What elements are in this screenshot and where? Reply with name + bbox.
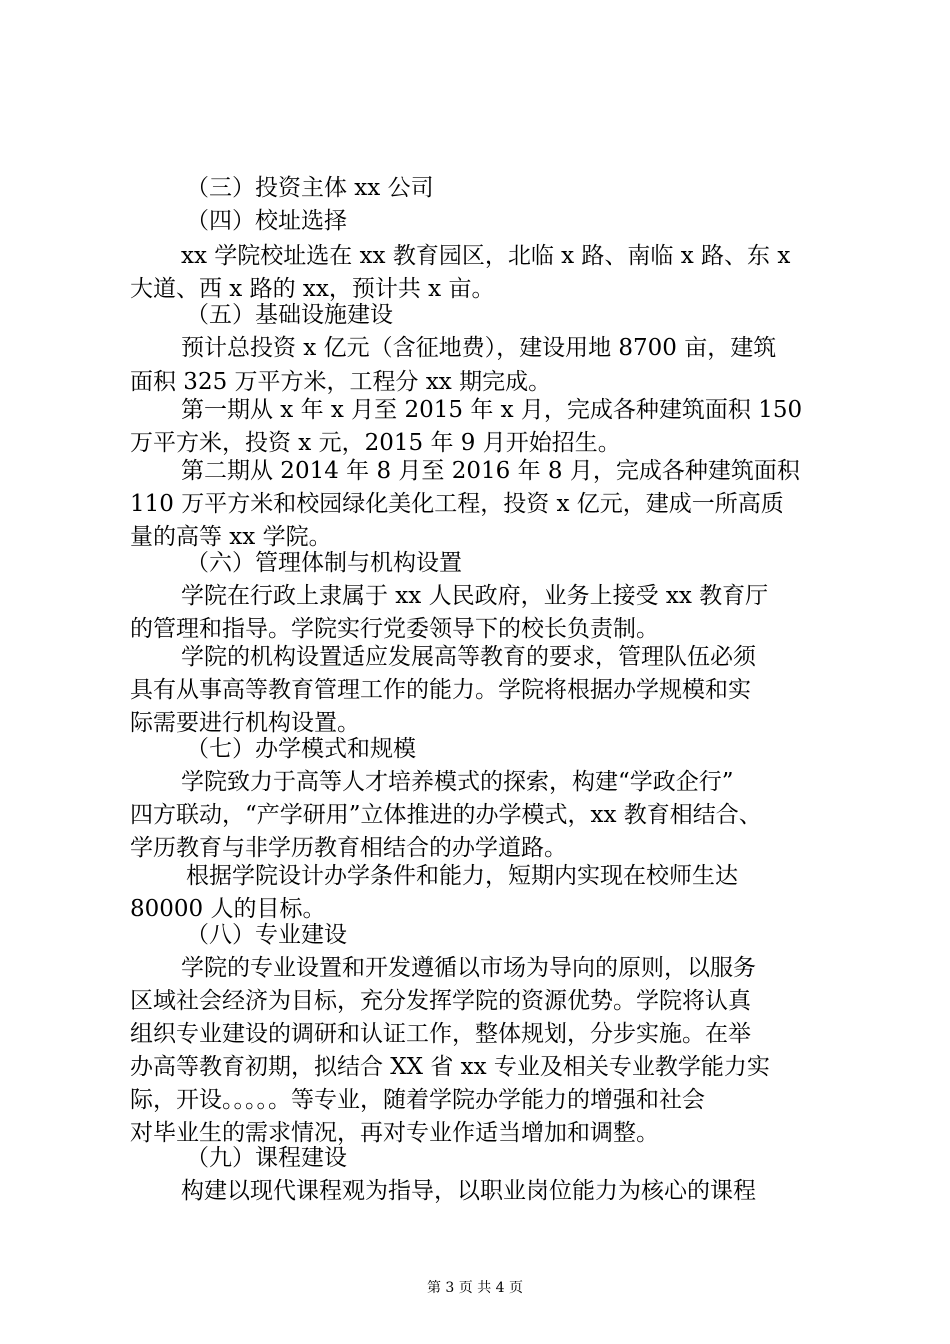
paragraph-line: 具有从事高等教育管理工作的能力。学院将根据办学规模和实: [130, 677, 751, 703]
paragraph-line: 学院致力于高等人才培养模式的探索，构建“学政企行”: [181, 769, 734, 795]
paragraph-line: 预计总投资 x 亿元（含征地费），建设用地 8700 亩，建筑: [181, 335, 777, 361]
paragraph-line: 第一期从 x 年 x 月至 2015 年 x 月，完成各种建筑面积 150: [181, 397, 803, 423]
heading-major-construction: （八）专业建设: [186, 922, 347, 948]
heading-management: （六）管理体制与机构设置: [186, 550, 462, 576]
paragraph-line: 办高等教育初期，拟结合 XX 省 xx 专业及相关专业教学能力实: [130, 1054, 770, 1080]
paragraph-line: 110 万平方米和校园绿化美化工程，投资 x 亿元，建成一所高质: [130, 491, 784, 517]
paragraph-line: 学历教育与非学历教育相结合的办学道路。: [130, 835, 567, 861]
heading-investor: （三）投资主体 xx 公司: [186, 175, 434, 201]
paragraph-line: 学院的机构设置适应发展高等教育的要求，管理队伍必须: [181, 644, 756, 670]
paragraph-line: 根据学院设计办学条件和能力，短期内实现在校师生达: [186, 863, 738, 889]
paragraph-line: 构建以现代课程观为指导，以职业岗位能力为核心的课程: [181, 1178, 756, 1204]
paragraph-line: 四方联动，“产学研用”立体推进的办学模式，xx 教育相结合、: [130, 802, 762, 828]
paragraph-line: 际需要进行机构设置。: [130, 710, 360, 736]
paragraph-line: xx 学院校址选在 xx 教育园区，北临 x 路、南临 x 路、东 x: [181, 243, 791, 269]
paragraph-line: 组织专业建设的调研和认证工作，整体规划，分步实施。在举: [130, 1021, 751, 1047]
heading-curriculum: （九）课程建设: [186, 1145, 347, 1171]
paragraph-line: 学院在行政上隶属于 xx 人民政府，业务上接受 xx 教育厅: [181, 583, 769, 609]
heading-site-selection: （四）校址选择: [186, 208, 347, 234]
paragraph-line: 学院的专业设置和开发遵循以市场为导向的原则，以服务: [181, 955, 756, 981]
paragraph-line: 大道、西 x 路的 xx，预计共 x 亩。: [130, 276, 495, 302]
paragraph-line: 际，开设。。。。。等专业，随着学院办学能力的增强和社会: [130, 1087, 705, 1113]
paragraph-line: 区域社会经济为目标，充分发挥学院的资源优势。学院将认真: [130, 988, 751, 1014]
paragraph-line: 80000 人的目标。: [130, 896, 326, 922]
heading-infrastructure: （五）基础设施建设: [186, 302, 393, 328]
paragraph-line: 面积 325 万平方米，工程分 xx 期完成。: [130, 369, 552, 395]
paragraph-line: 量的高等 xx 学院。: [130, 524, 332, 550]
paragraph-line: 第二期从 2014 年 8 月至 2016 年 8 月，完成各种建筑面积: [181, 458, 800, 484]
paragraph-line: 的管理和指导。学院实行党委领导下的校长负责制。: [130, 616, 659, 642]
page-number-footer: 第 3 页 共 4 页: [426, 1280, 524, 1296]
paragraph-line: 万平方米，投资 x 元，2015 年 9 月开始招生。: [130, 430, 621, 456]
paragraph-line: 对毕业生的需求情况，再对专业作适当增加和调整。: [130, 1120, 659, 1146]
heading-school-mode: （七）办学模式和规模: [186, 736, 416, 762]
